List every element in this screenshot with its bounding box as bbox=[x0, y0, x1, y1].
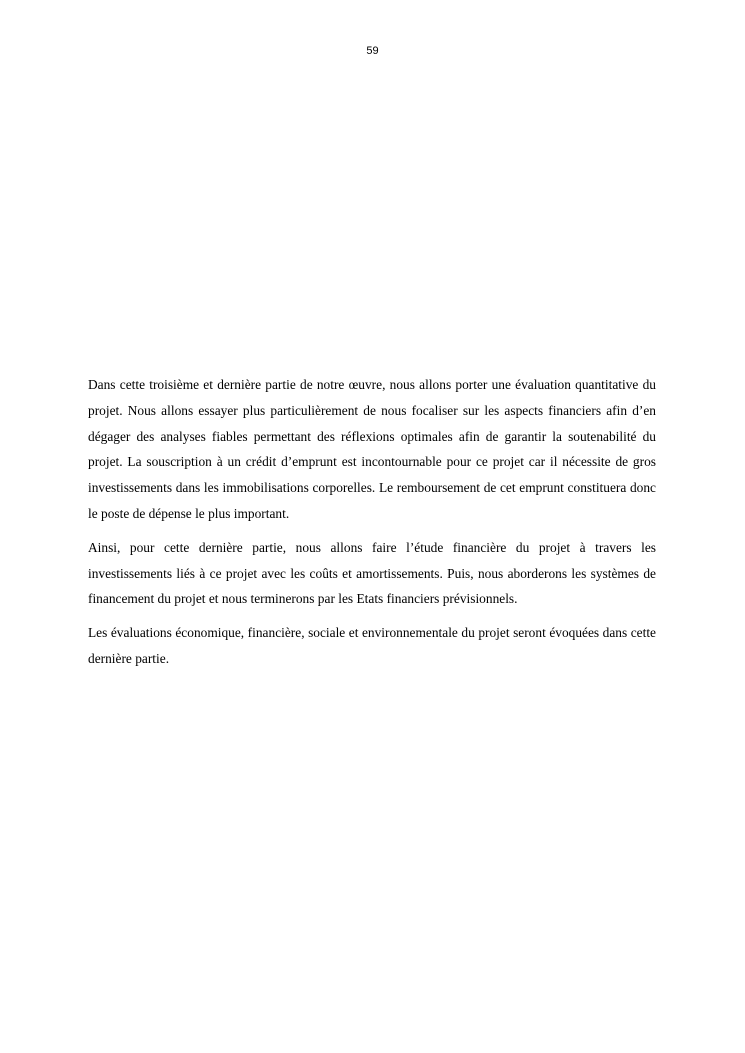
paragraph-plan: Ainsi, pour cette dernière partie, nous allons faire l’étude financière du projet à travers les investissements liés à ce projet avec les coûts et amortissements. Puis, nous aborderons les systèmes de financement du projet et nous terminerons par les Etats financiers prévisionnels. bbox=[88, 539, 656, 607]
page-number: 59 bbox=[366, 45, 379, 57]
paragraph-intro: Dans cette troisième et dernière partie de notre œuvre, nous allons porter une évaluation quantitative du projet. Nous allons essayer plus particulièrement de nous focaliser sur les aspects financiers afin d’en dégager des analyses fiables permettant des réflexions optimales afin de garantir la soutenabilité du projet. La souscription à un crédit d’emprunt est incontournable pour ce projet car il nécessite de gros investissements dans les immobilisations corporelles. Le remboursement de cet emprunt constituera donc le poste de dépense le plus important. bbox=[88, 377, 656, 521]
paragraph-evaluations: Les évaluations économique, financière, sociale et environnementale du projet seront évoquées dans cette dernière partie. bbox=[88, 625, 656, 666]
body-text bbox=[88, 372, 656, 680]
